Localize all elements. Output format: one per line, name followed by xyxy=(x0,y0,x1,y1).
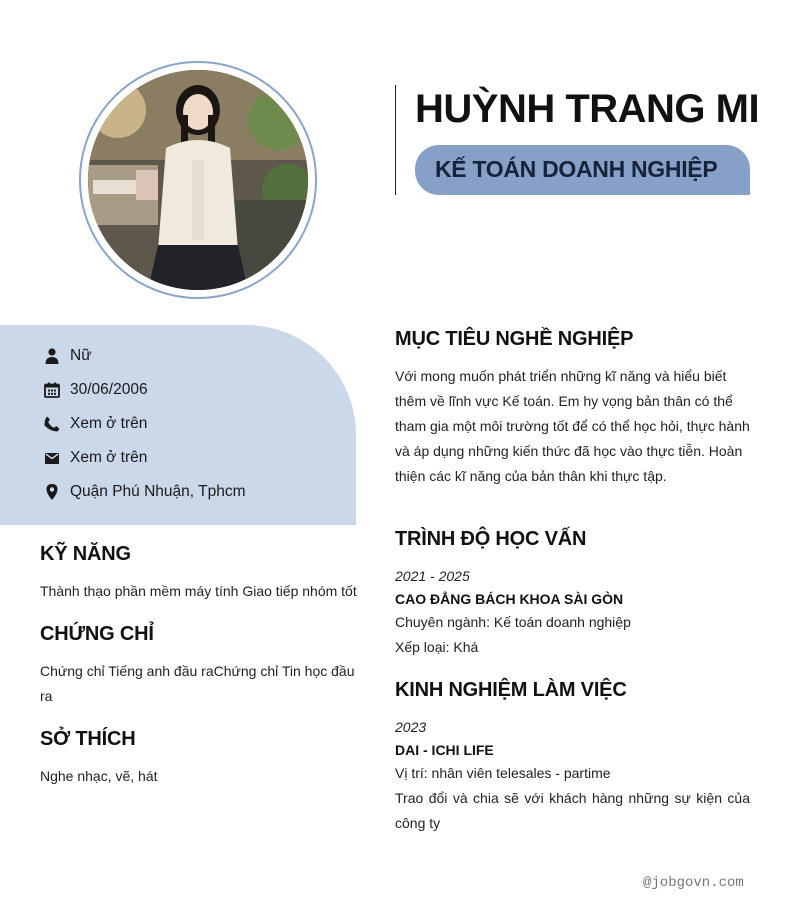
certificates-line-2: ra xyxy=(40,688,53,704)
birthday-value: 30/06/2006 xyxy=(70,381,148,398)
experience-description-line-1: Trao đổi và chia sẽ với khách hàng những sự kiện của xyxy=(395,790,750,806)
hobbies-text: Nghe nhạc, vẽ, hát xyxy=(40,768,158,784)
location-pin-icon xyxy=(43,483,61,501)
contact-phone xyxy=(43,413,147,435)
experience-position: Vị trí: nhân viên telesales - partime xyxy=(395,765,611,781)
objective-line: Với mong muốn phát triển những kĩ năng và hiểu biết xyxy=(395,368,727,384)
certificates-heading: CHỨNG CHỈ xyxy=(40,623,154,645)
calendar-icon xyxy=(43,381,61,399)
objective-line: thiện các kĩ năng của bản thân khi thực tập. xyxy=(395,468,667,484)
skills-heading: KỸ NĂNG xyxy=(40,543,131,565)
contact-birthday xyxy=(43,379,148,401)
job-title: KẾ TOÁN DOANH NGHIỆP xyxy=(435,156,718,182)
objective-line: thêm về lĩnh vực Kế toán. Em hy vọng bản thân có thể xyxy=(395,393,733,409)
watermark: @jobgovn.com xyxy=(643,875,744,891)
contact-email xyxy=(43,447,147,469)
experience-heading: KINH NGHIỆM LÀM VIỆC xyxy=(395,679,627,701)
header-divider xyxy=(395,85,396,195)
experience-company: DAI - ICHI LIFE xyxy=(395,742,494,758)
contact-gender xyxy=(43,345,92,367)
profile-photo xyxy=(88,70,308,290)
education-rank: Xếp loại: Khá xyxy=(395,639,479,655)
objective-heading: MỤC TIÊU NGHỀ NGHIỆP xyxy=(395,328,634,350)
contact-address xyxy=(43,481,246,503)
phone-value: Xem ở trên xyxy=(70,415,148,432)
email-value: Xem ở trên xyxy=(70,449,148,466)
education-heading: TRÌNH ĐỘ HỌC VẤN xyxy=(395,528,587,550)
education-school: CAO ĐẲNG BÁCH KHOA SÀI GÒN xyxy=(395,591,624,607)
hobbies-heading: SỞ THÍCH xyxy=(40,728,136,750)
address-value: Quận Phú Nhuận, Tphcm xyxy=(70,483,246,500)
job-title-badge xyxy=(415,145,750,195)
person-icon xyxy=(43,347,61,365)
objective-line: tham gia một môi trường tốt để có thể học hỏi, thực hành xyxy=(395,418,750,434)
objective-line: và áp dụng những kiến thức đã học vào thực tiễn. Hoàn xyxy=(395,443,743,459)
candidate-name: HUỲNH TRANG MI xyxy=(415,87,760,131)
mail-icon xyxy=(43,449,61,467)
experience-description-line-2: công ty xyxy=(395,815,441,831)
skills-text: Thành thạo phần mềm máy tính Giao tiếp nhóm tốt xyxy=(40,583,357,599)
certificates-line-1: Chứng chỉ Tiếng anh đầu raChứng chỉ Tin học đầu xyxy=(40,663,355,679)
education-major: Chuyên ngành: Kế toán doanh nghiệp xyxy=(395,614,631,630)
education-period: 2021 - 2025 xyxy=(395,568,470,584)
phone-icon xyxy=(43,415,61,433)
experience-period: 2023 xyxy=(395,719,427,735)
gender-value: Nữ xyxy=(70,347,92,364)
